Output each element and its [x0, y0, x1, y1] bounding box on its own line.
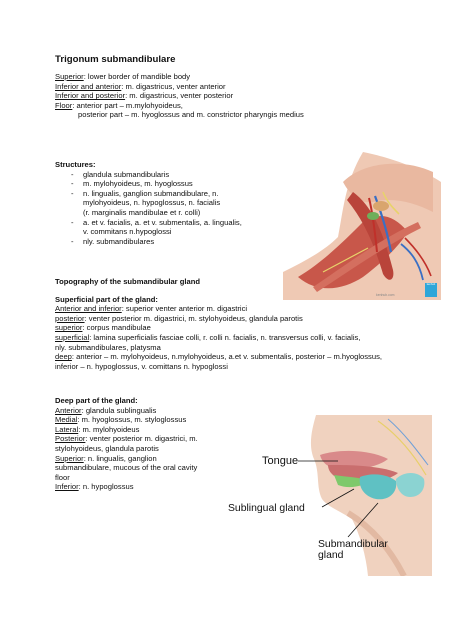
structure-item: - a. et v. facialis, a. et v. submentalis, a. lingualis, v. commitans n.hypoglossi	[71, 217, 242, 237]
topo-line: superficial: lamina superficialis fasciae colli, r. colli n. facialis, n. transversus colli, v. facialis,	[55, 332, 361, 342]
structures-heading: Structures:	[55, 160, 96, 169]
topo-line: deep: anterior – m. mylohyoideus, n.mylohyoideus, a.et v. submentalis, posterior – m.hyoglossus,	[55, 352, 382, 362]
deep-line: Inferior: n. hypoglossus	[55, 482, 134, 492]
border-floor-continued: posterior part – m. hyoglossus and m. constrictor pharyngis medius	[78, 110, 304, 120]
label-sublingual-gland: Sublingual gland	[228, 503, 305, 514]
page-title: Trigonum submandibulare	[55, 54, 176, 65]
structure-item: - m. mylohyoideus, m. hyoglossus	[71, 179, 193, 189]
structure-item: - glandula submandibularis	[71, 169, 170, 179]
topo-line: posterior: venter posterior m. digastrici, m. stylohyoideus, glandula parotis	[55, 313, 303, 323]
label-leader-lines	[228, 415, 432, 576]
structures-block	[55, 160, 242, 246]
watermark: kenhub.com	[376, 293, 395, 297]
structure-item: - n. lingualis, ganglion submandibulare, n. mylohyoideus, n. hypoglossus, n. facialis (r. marginalis mandibulae et r. colli)	[71, 188, 221, 217]
topography-heading: Topography of the submandibular gland	[55, 277, 200, 286]
borders-block	[55, 72, 304, 120]
deep-heading: Deep part of the gland:	[55, 396, 138, 405]
deep-line: Superior: n. lingualis, ganglion	[55, 453, 157, 463]
border-inferior-posterior: Inferior and posterior: m. digastricus, venter posterior	[55, 91, 234, 101]
topo-line: superior: corpus mandibulae	[55, 323, 151, 333]
border-superior: Superior: lower border of mandible body	[55, 72, 191, 81]
border-inferior-anterior: Inferior and anterior: m. digastricus, venter anterior	[55, 81, 226, 91]
topo-line: Anterior and inferior: superior venter anterior m. digastrici	[55, 304, 248, 314]
deep-line: floor	[55, 472, 70, 482]
deep-line: submandibulare, mucous of the oral cavity	[55, 463, 198, 473]
border-floor: Floor: anterior part – m.mylohyoideus,	[55, 100, 183, 110]
topo-line: inferior – n. hypoglossus, v. comittans n. hypoglossi	[55, 361, 228, 371]
topography-block	[55, 277, 382, 371]
topo-line: nly. submandibulares, platysma	[55, 342, 161, 352]
label-submandibular-gland: Submandibular gland	[318, 539, 388, 561]
deep-line: Lateral: m. mylohyoideus	[55, 424, 140, 434]
kenhub-badge: kenhub	[425, 283, 437, 297]
superficial-heading: Superficial part of the gland:	[55, 294, 158, 304]
deep-line: stylohyoideus, glandula parotis	[55, 443, 159, 453]
label-tongue: Tongue	[262, 455, 299, 467]
deep-line: Anterior: glandula sublingualis	[55, 405, 157, 415]
gland-diagram	[228, 415, 432, 576]
deep-line: Posterior: venter posterior m. digastrici, m.	[55, 434, 198, 444]
deep-line: Medial: m. hyoglossus, m. styloglossus	[55, 415, 187, 425]
structure-item: - nly. submandibulares	[71, 236, 155, 246]
deep-part-block	[55, 396, 198, 492]
